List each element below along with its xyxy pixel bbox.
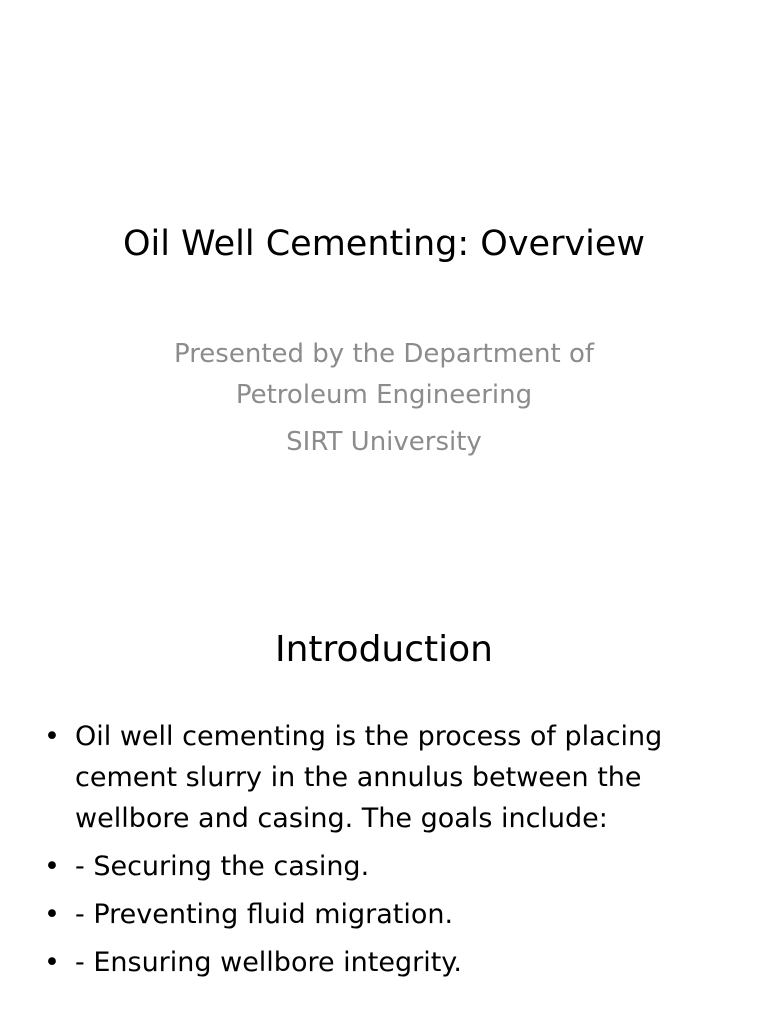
bullet-list — [44, 716, 734, 990]
bullet-icon: • — [44, 947, 60, 978]
subtitle-line: Presented by the Department of — [173, 339, 595, 369]
bullet-text: - Securing the casing. — [75, 851, 370, 882]
slide-title: Introduction — [274, 629, 493, 670]
slide-subtitle — [0, 334, 768, 463]
slide-title: Oil Well Cementing: Overview — [122, 224, 646, 264]
bullet-item — [44, 894, 734, 935]
bullet-text: Oil well cementing is the process of placing cement slurry in the annulus between the wellbore and casing. The goals include: — [75, 721, 663, 834]
bullet-icon: • — [44, 899, 60, 930]
subtitle-line: SIRT University — [286, 427, 482, 457]
bullet-icon: • — [44, 851, 60, 882]
bullet-text: - Ensuring wellbore integrity. — [75, 947, 463, 978]
bullet-item — [44, 942, 734, 983]
bullet-icon: • — [44, 721, 60, 752]
introduction-slide — [0, 576, 768, 1024]
bullet-item — [44, 716, 734, 839]
bullet-text: - Preventing fluid migration. — [75, 899, 454, 930]
bullet-item — [44, 846, 734, 887]
subtitle-line: Petroleum Engineering — [235, 380, 533, 410]
